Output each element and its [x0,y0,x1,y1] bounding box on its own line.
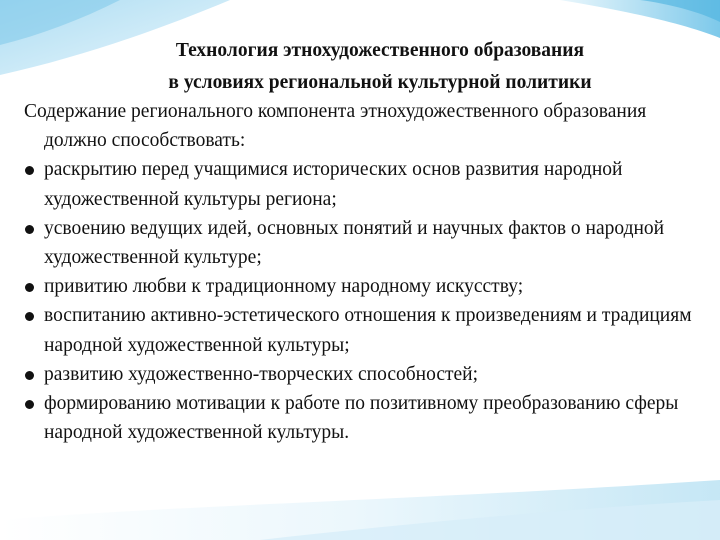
bullet-dot-icon [25,400,34,409]
slide-title [70,35,690,99]
bullet-dot-icon [25,166,34,175]
list-item-text: формированию мотивации к работе по позитивному преобразованию сферы народной художественной культуры. [44,393,679,444]
bullet-list [24,155,700,447]
bullet-dot-icon [25,371,34,380]
list-item-text: воспитанию активно-эстетического отношения к произведениям и традициям народной художественной культуры; [44,305,692,356]
slide-body [24,97,700,447]
bullet-dot-icon [25,312,34,321]
list-item [24,301,700,359]
list-item [24,389,700,447]
list-item-text: усвоению ведущих идей, основных понятий и научных фактов о народной художественной культуре; [44,217,665,269]
intro-paragraph: Содержание регионального компонента этнохудожественного образования должно способствовать: [24,101,647,152]
bullet-dot-icon [25,225,34,234]
bullet-dot-icon [25,283,34,292]
slide-title-line-1: Технология этнохудожественного образования [175,40,585,62]
list-item [24,214,700,272]
list-item [24,272,700,301]
slide-title-line-2: в условиях региональной культурной политики [168,72,592,94]
list-item [24,155,700,213]
list-item [24,360,700,389]
list-item-text: привитию любви к традиционному народному искусству; [44,276,524,298]
list-item-text: раскрытию перед учащимися исторических основ развития народной художественной культуры региона; [44,159,623,210]
list-item-text: развитию художественно-творческих способностей; [44,363,479,385]
